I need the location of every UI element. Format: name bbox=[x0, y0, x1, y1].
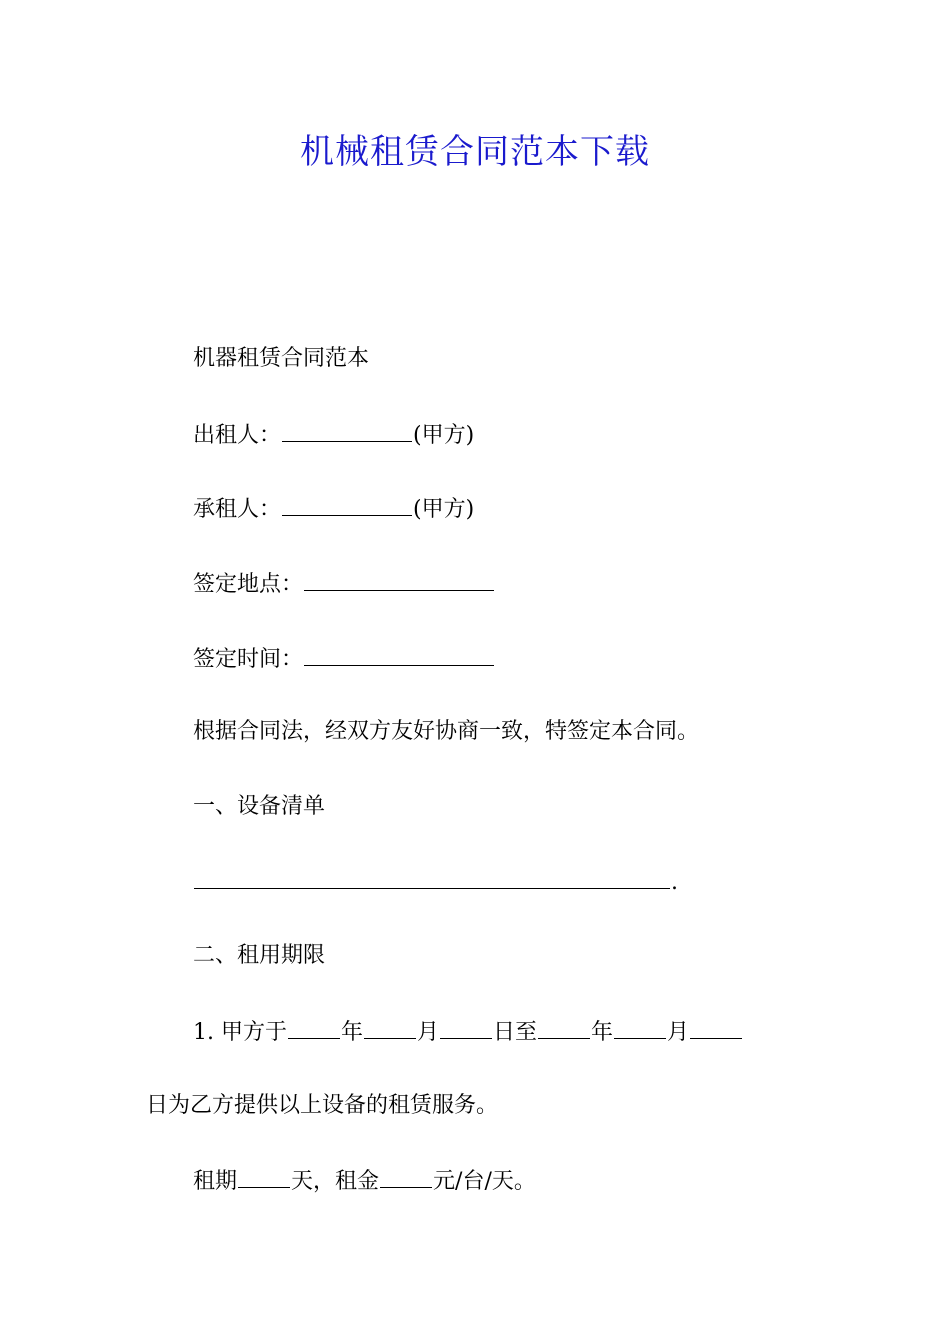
start-year-label: 年 bbox=[340, 1020, 363, 1045]
start-month-label: 月 bbox=[417, 1020, 440, 1045]
section-equipment-list: 一、设备清单 bbox=[193, 794, 326, 819]
section-rental-period: 二、租用期限 bbox=[193, 943, 326, 968]
sign-time-blank bbox=[304, 643, 494, 666]
document-subtitle: 机器租赁合同范本 bbox=[193, 346, 370, 371]
sign-place-line bbox=[193, 568, 495, 600]
lessee-suffix: (甲方) bbox=[413, 497, 475, 522]
rent-amount-blank bbox=[380, 1165, 432, 1188]
rent-days-blank bbox=[238, 1165, 290, 1188]
lessor-label: 出租人： bbox=[193, 423, 282, 448]
period-line bbox=[193, 1016, 743, 1048]
lessor-blank bbox=[282, 419, 412, 442]
end-month-label: 月 bbox=[667, 1020, 690, 1045]
end-year-blank bbox=[538, 1016, 590, 1039]
sign-place-label: 签定地点： bbox=[193, 572, 304, 597]
sign-time-line bbox=[193, 643, 495, 675]
end-day-blank bbox=[690, 1016, 742, 1039]
rent-line bbox=[193, 1165, 536, 1197]
equipment-list-line bbox=[193, 866, 678, 898]
equipment-list-blank bbox=[194, 866, 670, 889]
equipment-list-end: . bbox=[671, 870, 678, 895]
end-month-blank bbox=[614, 1016, 666, 1039]
sign-time-label: 签定时间： bbox=[193, 647, 304, 672]
lessor-suffix: (甲方) bbox=[413, 423, 475, 448]
day-to-label: 日至 bbox=[493, 1020, 538, 1045]
lessee-label: 承租人： bbox=[193, 497, 282, 522]
document-title: 机械租赁合同范本下载 bbox=[300, 132, 650, 172]
period-prefix: 1. 甲方于 bbox=[193, 1020, 287, 1045]
rent-unit-label: 元/台/天。 bbox=[433, 1169, 536, 1194]
period-continuation: 日为乙方提供以上设备的租赁服务。 bbox=[146, 1093, 499, 1118]
start-month-blank bbox=[364, 1016, 416, 1039]
rent-prefix: 租期 bbox=[193, 1169, 238, 1194]
start-day-blank bbox=[440, 1016, 492, 1039]
start-year-blank bbox=[288, 1016, 340, 1039]
sign-place-blank bbox=[304, 568, 494, 591]
lessee-blank bbox=[282, 493, 412, 516]
intro-paragraph: 根据合同法，经双方友好协商一致，特签定本合同。 bbox=[193, 719, 700, 744]
end-year-label: 年 bbox=[591, 1020, 614, 1045]
rent-days-label: 天，租金 bbox=[291, 1169, 380, 1194]
lessee-line bbox=[193, 493, 474, 525]
lessor-line bbox=[193, 419, 474, 451]
